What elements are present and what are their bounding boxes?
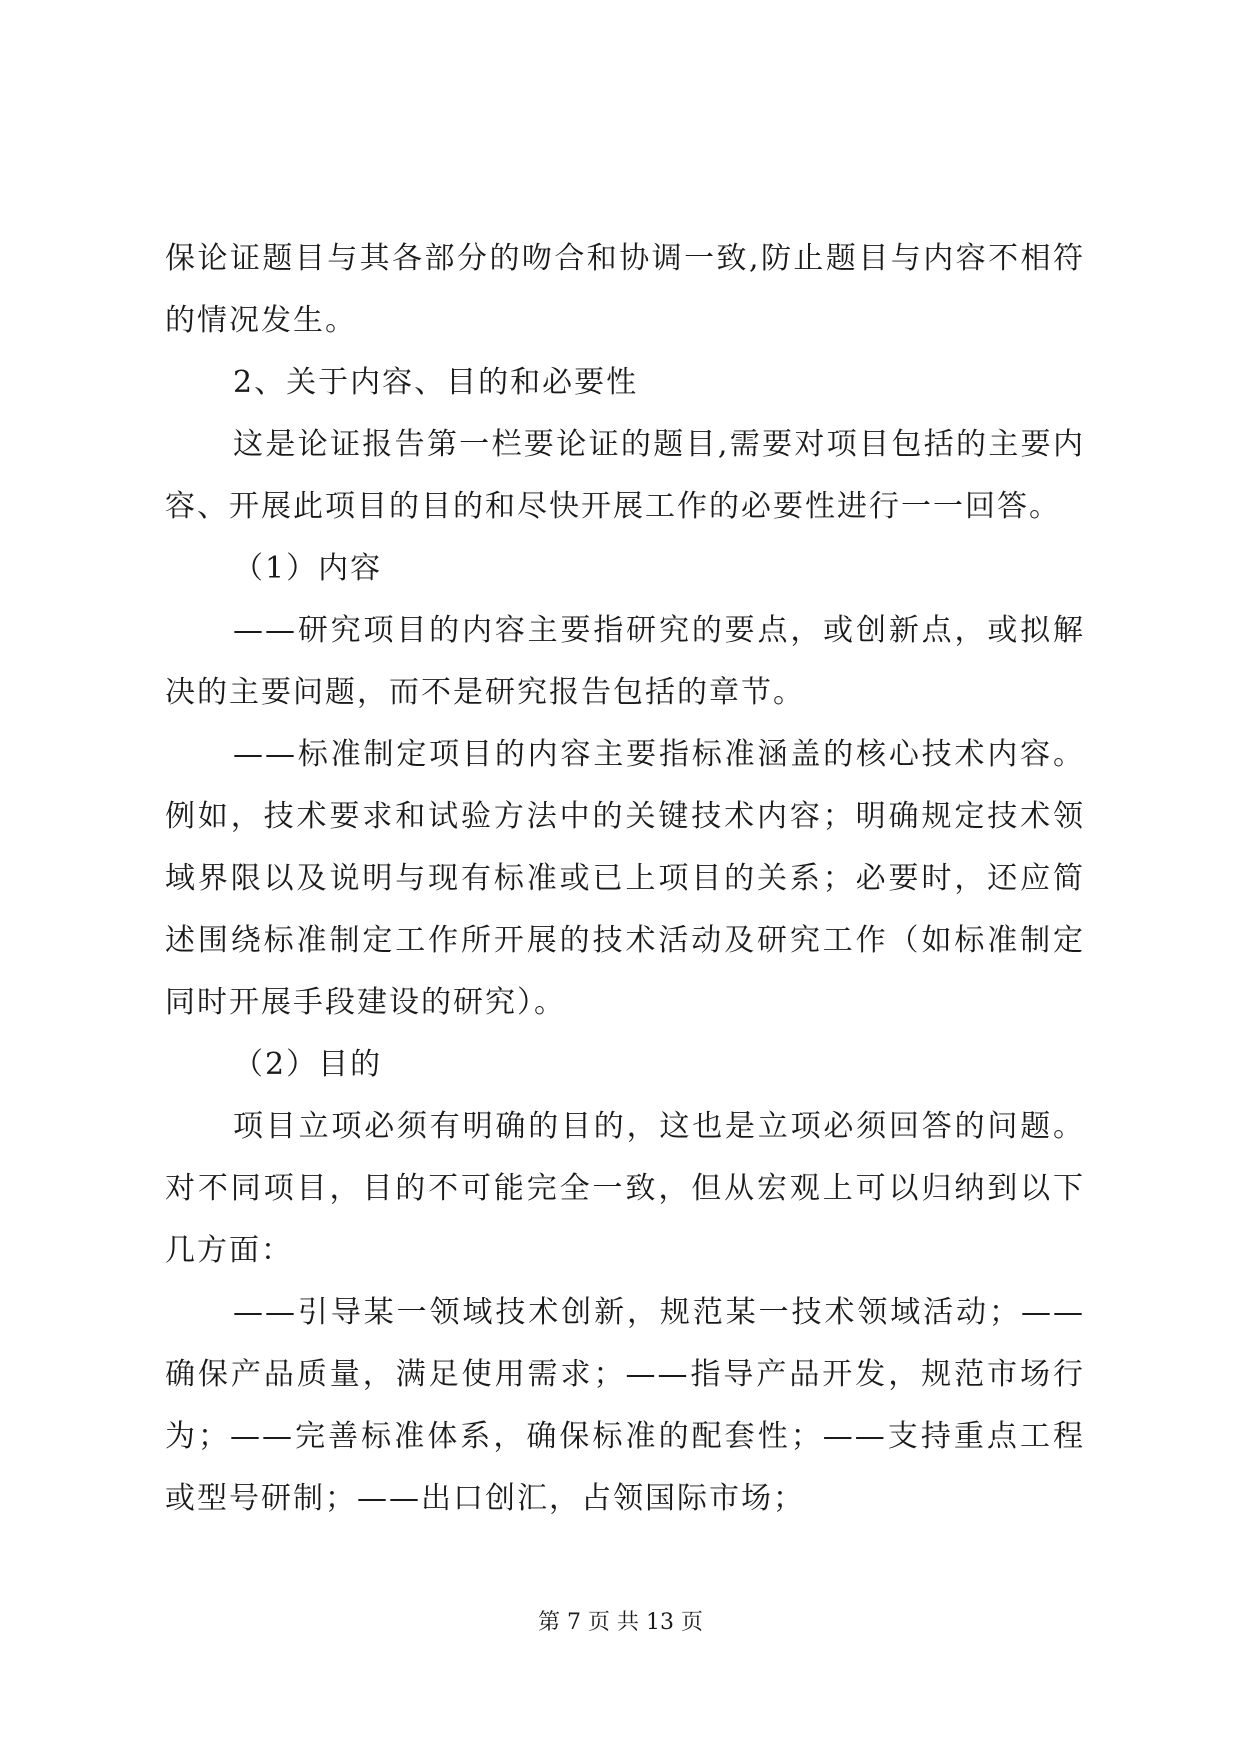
document-body xyxy=(165,228,1085,1530)
subheading-content: （1）内容 xyxy=(233,551,383,586)
page-footer: 第 7 页 共 13 页 xyxy=(538,1610,703,1635)
paragraph-intro: 这是论证报告第一栏要论证的题目,需要对项目包括的主要内容、开展此项目的目的和尽快开展工作的必要性进行一一回答。 xyxy=(165,427,1085,524)
paragraph-standard-content: ——标准制定项目的内容主要指标准涵盖的核心技术内容。例如，技术要求和试验方法中的关键技术内容；明确规定技术领域界限以及说明与现有标准或已上项目的关系；必要时，还应简述围绕标准制定工作所开展的技术活动及研究工作（如标准制定同时开展手段建设的研究）。 xyxy=(165,737,1085,1020)
paragraph-purpose-intro: 项目立项必须有明确的目的，这也是立项必须回答的问题。对不同项目，目的不可能完全一致，但从宏观上可以归纳到以下几方面： xyxy=(165,1109,1085,1268)
paragraph-continuation: 保论证题目与其各部分的吻合和协调一致,防止题目与内容不相符的情况发生。 xyxy=(165,241,1085,338)
paragraph-purpose-list: ——引导某一领域技术创新，规范某一技术领域活动；——确保产品质量，满足使用需求；——指导产品开发，规范市场行为；——完善标准体系，确保标准的配套性；——支持重点工程或型号研制；——出口创汇，占领国际市场； xyxy=(165,1295,1085,1516)
paragraph-research-content: ——研究项目的内容主要指研究的要点，或创新点，或拟解决的主要问题，而不是研究报告包括的章节。 xyxy=(165,613,1085,710)
section-heading-content-purpose-necessity: 2、关于内容、目的和必要性 xyxy=(233,365,639,400)
subheading-purpose: （2）目的 xyxy=(233,1047,383,1082)
